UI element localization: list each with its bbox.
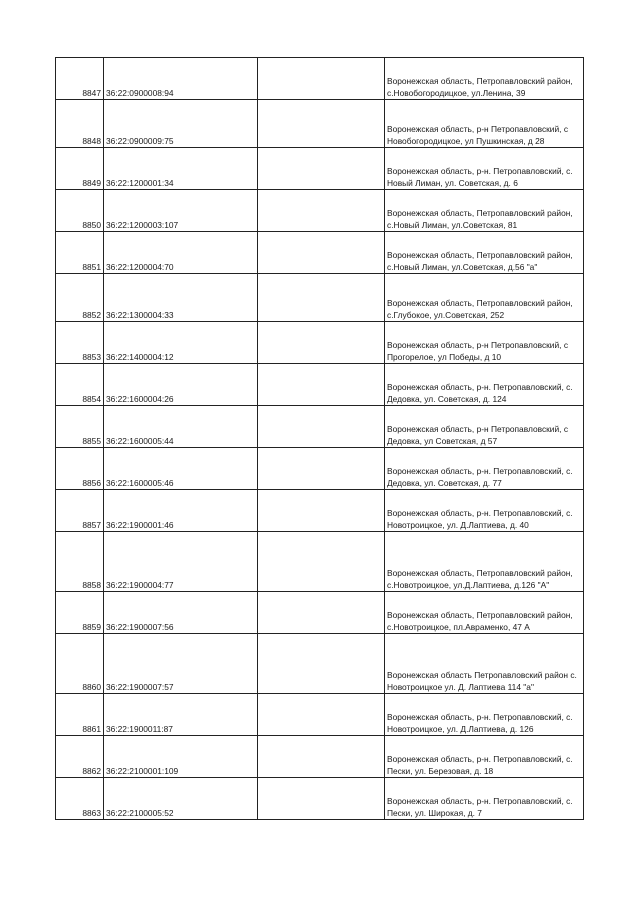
address-cell: Воронежская область, р-н. Петропавловский, с. Дедовка, ул. Советская, д. 124 xyxy=(385,364,584,406)
empty-cell xyxy=(258,778,385,820)
registry-table xyxy=(55,57,584,820)
empty-cell xyxy=(258,364,385,406)
empty-cell xyxy=(258,490,385,532)
cadastral-number-cell: 36:22:1900007:57 xyxy=(104,634,258,694)
table-row xyxy=(56,532,584,592)
address-cell: Воронежская область, р-н Петропавловский, с Дедовка, ул Советская, д 57 xyxy=(385,406,584,448)
cadastral-number-cell: 36:22:1600005:44 xyxy=(104,406,258,448)
cadastral-number-cell: 36:22:0900008:94 xyxy=(104,58,258,100)
address-cell: Воронежская область, Петропавловский район, с.Новый Лиман, ул.Советская, д.56 "а" xyxy=(385,232,584,274)
row-number-cell: 8854 xyxy=(56,364,104,406)
address-cell: Воронежская область, р-н. Петропавловский, с. Дедовка, ул. Советская, д. 77 xyxy=(385,448,584,490)
empty-cell xyxy=(258,532,385,592)
cadastral-number-cell: 36:22:1200004:70 xyxy=(104,232,258,274)
address-cell: Воронежская область, Петропавловский район, с.Новый Лиман, ул.Советская, 81 xyxy=(385,190,584,232)
table-row xyxy=(56,736,584,778)
empty-cell xyxy=(258,274,385,322)
row-number-cell: 8853 xyxy=(56,322,104,364)
cadastral-number-cell: 36:22:0900009:75 xyxy=(104,100,258,148)
row-number-cell: 8847 xyxy=(56,58,104,100)
address-cell: Воронежская область, р-н. Петропавловский, с. Пески, ул. Широкая, д. 7 xyxy=(385,778,584,820)
table-row xyxy=(56,448,584,490)
row-number-cell: 8862 xyxy=(56,736,104,778)
row-number-cell: 8857 xyxy=(56,490,104,532)
cadastral-number-cell: 36:22:2100001:109 xyxy=(104,736,258,778)
row-number-cell: 8863 xyxy=(56,778,104,820)
empty-cell xyxy=(258,694,385,736)
address-cell: Воронежская область, Петропавловский район, с.Новотроицкое, пл.Авраменко, 47 А xyxy=(385,592,584,634)
table-row xyxy=(56,490,584,532)
table-row xyxy=(56,232,584,274)
table-row xyxy=(56,274,584,322)
table-row xyxy=(56,364,584,406)
cadastral-number-cell: 36:22:1600005:46 xyxy=(104,448,258,490)
row-number-cell: 8860 xyxy=(56,634,104,694)
empty-cell xyxy=(258,232,385,274)
row-number-cell: 8855 xyxy=(56,406,104,448)
address-cell: Воронежская область, р-н. Петропавловский, с. Новотроицкое, ул. Д.Лаптиева, д. 40 xyxy=(385,490,584,532)
address-cell: Воронежская область, р-н. Петропавловский, с. Пески, ул. Березовая, д. 18 xyxy=(385,736,584,778)
empty-cell xyxy=(258,406,385,448)
address-cell: Воронежская область, р-н Петропавловский, с Новобогородицкое, ул Пушкинская, д 28 xyxy=(385,100,584,148)
row-number-cell: 8858 xyxy=(56,532,104,592)
cadastral-number-cell: 36:22:1200003:107 xyxy=(104,190,258,232)
table-row xyxy=(56,322,584,364)
table-row xyxy=(56,190,584,232)
cadastral-number-cell: 36:22:1900011:87 xyxy=(104,694,258,736)
row-number-cell: 8851 xyxy=(56,232,104,274)
table-row xyxy=(56,592,584,634)
empty-cell xyxy=(258,190,385,232)
empty-cell xyxy=(258,592,385,634)
cadastral-number-cell: 36:22:1900004:77 xyxy=(104,532,258,592)
empty-cell xyxy=(258,58,385,100)
row-number-cell: 8848 xyxy=(56,100,104,148)
empty-cell xyxy=(258,448,385,490)
row-number-cell: 8856 xyxy=(56,448,104,490)
table-row xyxy=(56,100,584,148)
table-row xyxy=(56,634,584,694)
empty-cell xyxy=(258,148,385,190)
table-row xyxy=(56,778,584,820)
empty-cell xyxy=(258,736,385,778)
row-number-cell: 8861 xyxy=(56,694,104,736)
cadastral-number-cell: 36:22:1200001:34 xyxy=(104,148,258,190)
table-row xyxy=(56,148,584,190)
cadastral-number-cell: 36:22:1600004:26 xyxy=(104,364,258,406)
cadastral-number-cell: 36:22:2100005:52 xyxy=(104,778,258,820)
registry-table-body xyxy=(56,58,584,820)
row-number-cell: 8859 xyxy=(56,592,104,634)
cadastral-number-cell: 36:22:1400004:12 xyxy=(104,322,258,364)
table-row xyxy=(56,406,584,448)
row-number-cell: 8849 xyxy=(56,148,104,190)
address-cell: Воронежская область Петропавловский район с. Новотроицкое ул. Д. Лаптиева 114 "а" xyxy=(385,634,584,694)
table-row xyxy=(56,58,584,100)
address-cell: Воронежская область, Петропавловский район, с.Глубокое, ул.Советская, 252 xyxy=(385,274,584,322)
address-cell: Воронежская область, Петропавловский район, с.Новотроицкое, ул.Д.Лаптиева, д.126 "А" xyxy=(385,532,584,592)
cadastral-number-cell: 36:22:1900007:56 xyxy=(104,592,258,634)
cadastral-number-cell: 36:22:1900001:46 xyxy=(104,490,258,532)
address-cell: Воронежская область, р-н. Петропавловский, с. Новый Лиман, ул. Советская, д. 6 xyxy=(385,148,584,190)
address-cell: Воронежская область, р-н Петропавловский, с Прогорелое, ул Победы, д 10 xyxy=(385,322,584,364)
empty-cell xyxy=(258,634,385,694)
table-row xyxy=(56,694,584,736)
cadastral-number-cell: 36:22:1300004:33 xyxy=(104,274,258,322)
empty-cell xyxy=(258,100,385,148)
address-cell: Воронежская область, Петропавловский район, с.Новобогородицкое, ул.Ленина, 39 xyxy=(385,58,584,100)
address-cell: Воронежская область, р-н. Петропавловский, с. Новотроицкое, ул. Д.Лаптиева, д. 126 xyxy=(385,694,584,736)
row-number-cell: 8852 xyxy=(56,274,104,322)
empty-cell xyxy=(258,322,385,364)
row-number-cell: 8850 xyxy=(56,190,104,232)
